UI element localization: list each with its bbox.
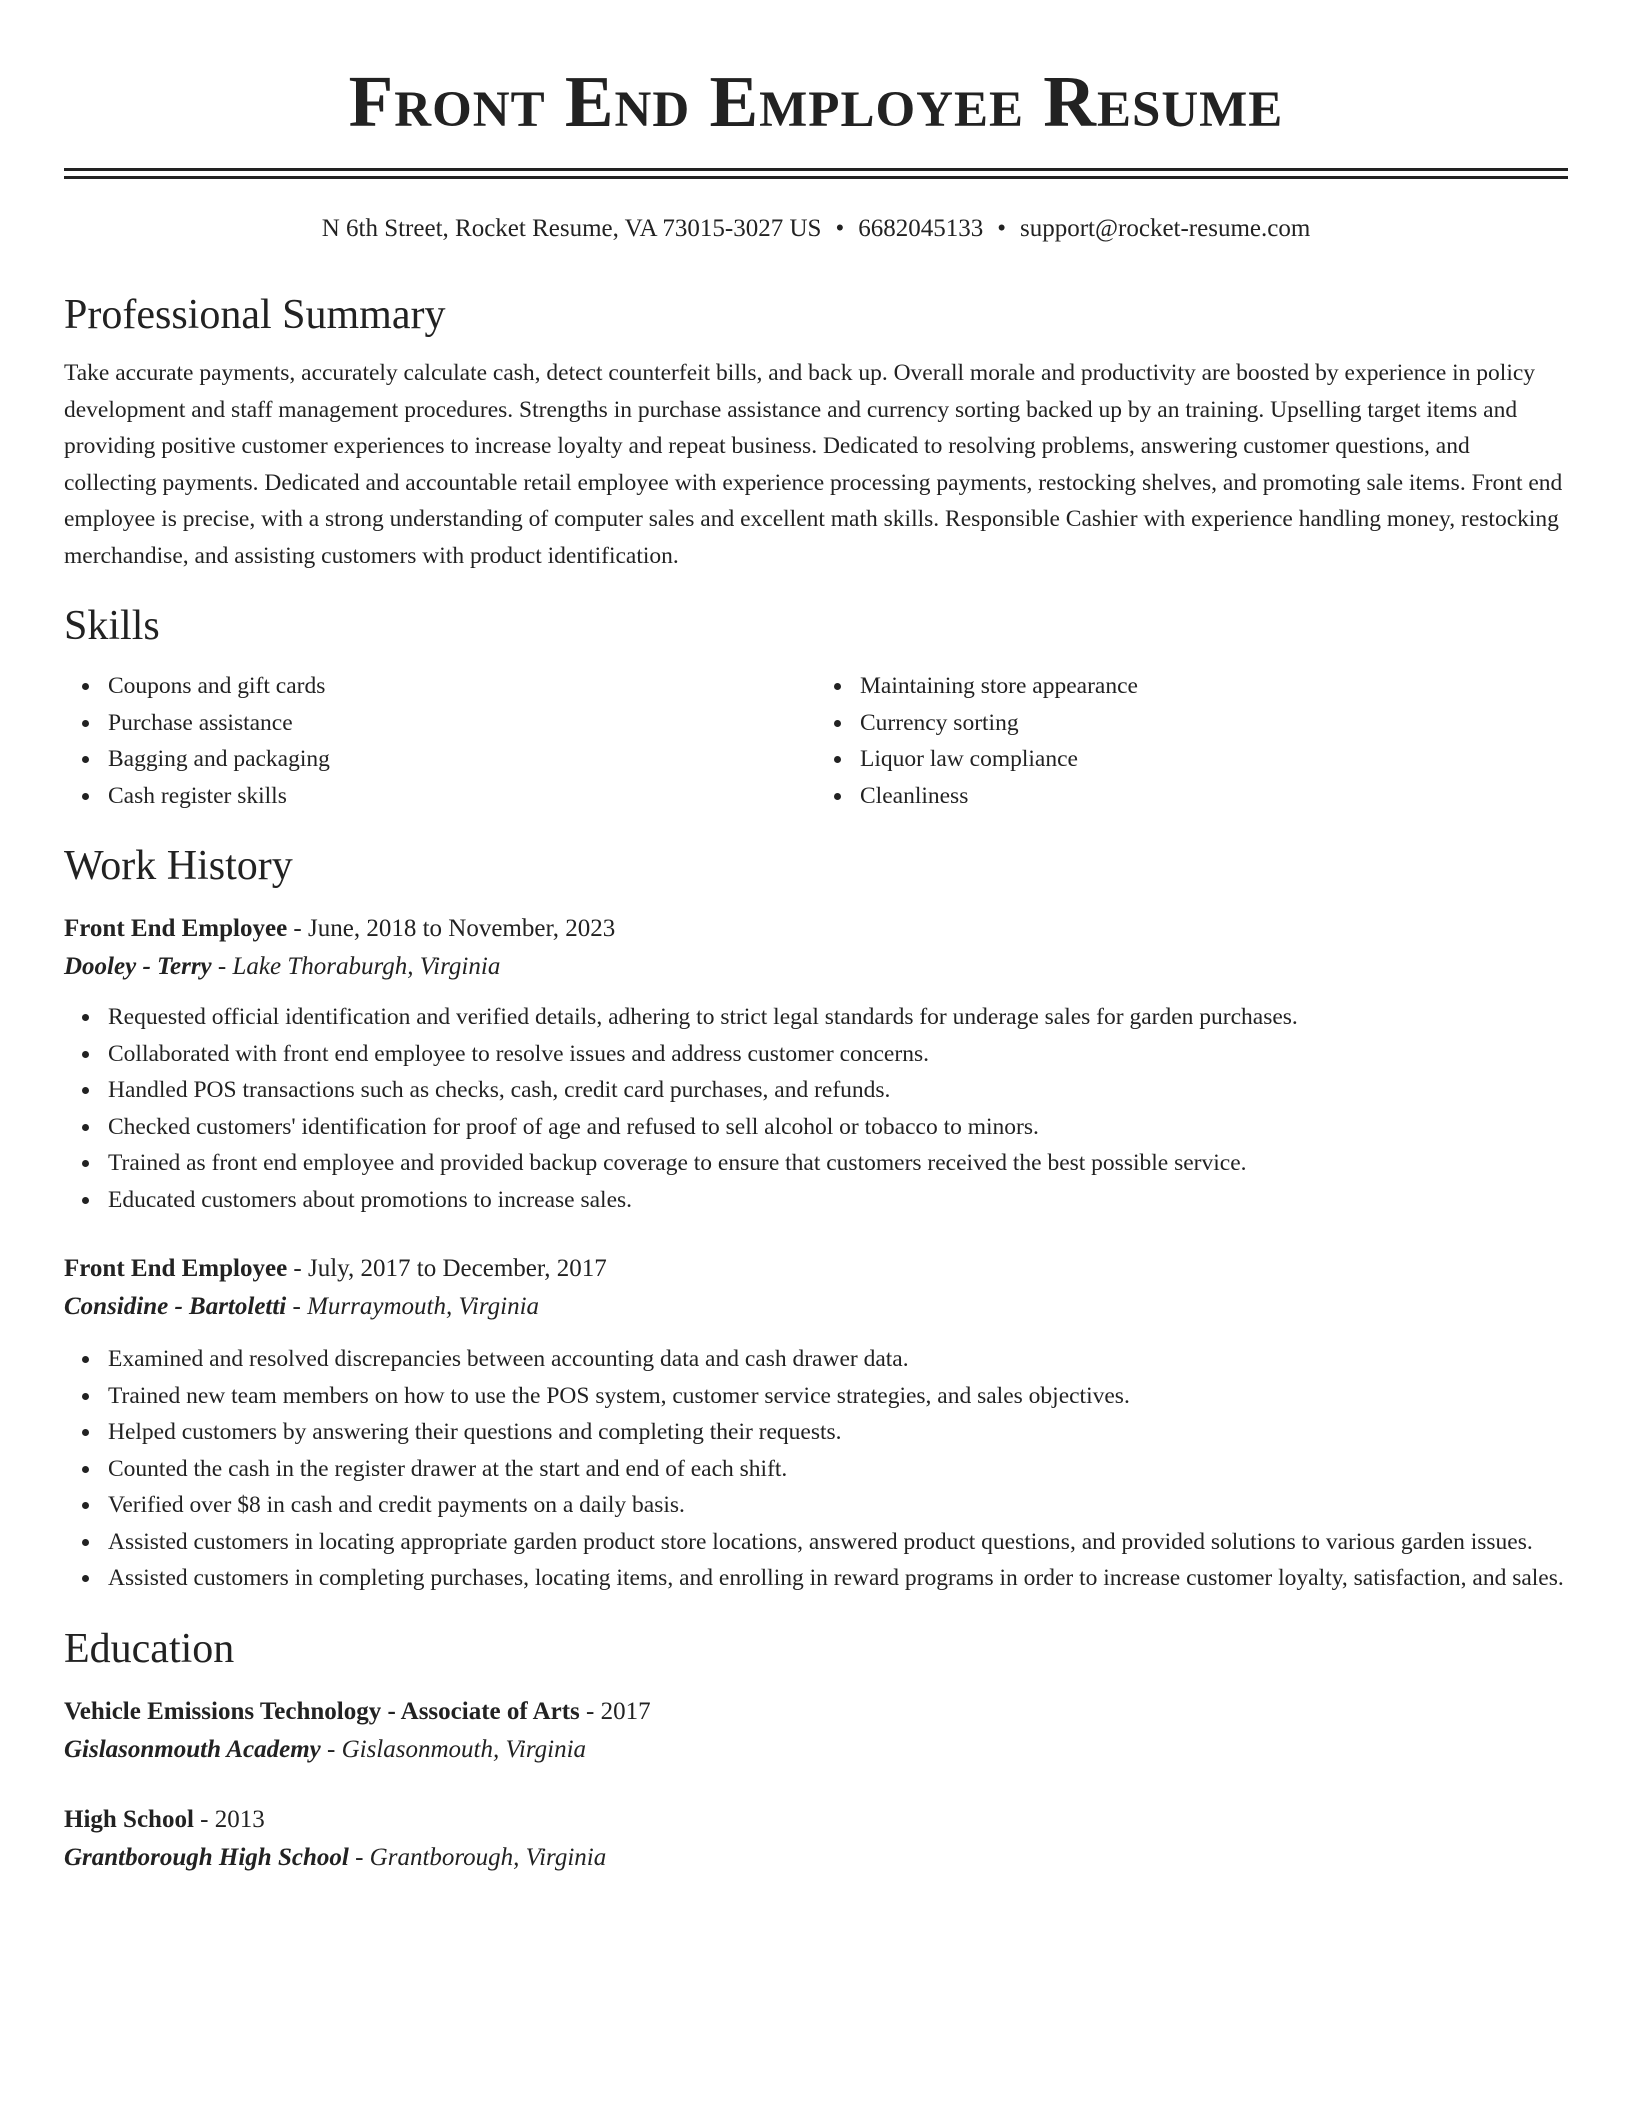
- dash: -: [211, 953, 233, 980]
- dash: -: [286, 1293, 308, 1320]
- summary-section: [64, 289, 1568, 574]
- contact-phone: 6682045133: [858, 215, 984, 242]
- school-name: Gislasonmouth Academy: [64, 1735, 321, 1763]
- skills-grid: [64, 668, 1568, 814]
- skills-section: [64, 600, 1568, 814]
- dash: -: [287, 1255, 308, 1282]
- school-name: Grantborough High School: [64, 1843, 349, 1871]
- school-line: [64, 1839, 1568, 1877]
- job-duty: Examined and resolved discrepancies between accounting data and cash drawer data.: [108, 1341, 1568, 1378]
- work-history-section: [64, 840, 1568, 1597]
- job-duties-list: [64, 999, 1568, 1218]
- school-location: Grantborough, Virginia: [369, 1843, 607, 1871]
- job-duty: Helped customers by answering their questions and completing their requests.: [108, 1414, 1568, 1451]
- job-duty: Assisted customers in locating appropriate garden product store locations, answered product questions, and provided solutions to various garden issues.: [108, 1524, 1568, 1561]
- contact-separator: •: [997, 215, 1006, 242]
- dash: -: [348, 1843, 370, 1871]
- job-duty: Checked customers' identification for proof of age and refused to sell alcohol or tobacco to minors.: [108, 1109, 1568, 1146]
- contact-line: [64, 211, 1568, 247]
- job-title: Front End Employee: [64, 1255, 288, 1282]
- school-line: [64, 1731, 1568, 1769]
- skills-heading: Skills: [64, 603, 160, 649]
- education-entry: [64, 1801, 1568, 1877]
- job-dates: June, 2018 to November, 2023: [308, 915, 616, 942]
- job-duty: Requested official identification and verified details, adhering to strict legal standards for underage sales for garden purchases.: [108, 999, 1568, 1036]
- skill-item: Currency sorting: [860, 705, 1568, 742]
- title-double-rule: [64, 168, 1568, 179]
- degree-line: [64, 1801, 1568, 1839]
- school-location: Gislasonmouth, Virginia: [341, 1735, 587, 1763]
- company-location: Lake Thoraburgh, Virginia: [232, 953, 501, 980]
- company-name: Considine - Bartoletti: [64, 1293, 287, 1320]
- education-section: [64, 1623, 1568, 1877]
- work-history-heading: Work History: [64, 843, 293, 889]
- contact-email: support@rocket-resume.com: [1020, 215, 1311, 242]
- skill-item: Cash register skills: [108, 778, 816, 815]
- summary-heading: Professional Summary: [64, 292, 446, 338]
- company-name: Dooley - Terry: [64, 953, 212, 980]
- dash: -: [579, 1697, 601, 1725]
- graduation-year: 2017: [600, 1697, 651, 1725]
- job-dates: July, 2017 to December, 2017: [308, 1255, 607, 1282]
- skills-left-column: [64, 668, 816, 814]
- skills-right-column: [816, 668, 1568, 814]
- summary-text: Take accurate payments, accurately calculate cash, detect counterfeit bills, and back up. Overall morale and productivity are boosted by experience in policy development and staff management procedures. Strengths in purchase assistance and currency sorting backed up by an training. Upselling target items and providing positive customer experiences to increase loyalty and repeat business. Dedicated to resolving problems, answering customer questions, and collecting payments. Dedicated and accountable retail employee with experience processing payments, restocking shelves, and promoting sale items. Front end employee is precise, with a strong understanding of computer sales and excellent math skills. Responsible Cashier with experience handling money, restocking merchandise, and assisting customers with product identification.: [64, 360, 1563, 569]
- education-entry: [64, 1693, 1568, 1769]
- job-entry: [64, 1250, 1568, 1597]
- skill-item: Maintaining store appearance: [860, 668, 1568, 705]
- dash: -: [320, 1735, 342, 1763]
- skill-item: Cleanliness: [860, 778, 1568, 815]
- dash: -: [193, 1805, 215, 1833]
- job-title-line: [64, 910, 1568, 948]
- degree-name: High School: [64, 1805, 194, 1833]
- job-title-line: [64, 1250, 1568, 1288]
- resume-title: Front End Employee Resume: [348, 61, 1284, 142]
- job-title: Front End Employee: [64, 915, 288, 942]
- job-duty: Assisted customers in completing purchases, locating items, and enrolling in reward programs in order to increase customer loyalty, satisfaction, and sales.: [108, 1560, 1568, 1597]
- job-duty: Collaborated with front end employee to resolve issues and address customer concerns.: [108, 1036, 1568, 1073]
- job-duty: Handled POS transactions such as checks, cash, credit card purchases, and refunds.: [108, 1072, 1568, 1109]
- contact-separator: •: [835, 215, 845, 242]
- job-duties-list: [64, 1341, 1568, 1597]
- job-duty: Counted the cash in the register drawer at the start and end of each shift.: [108, 1451, 1568, 1488]
- skill-item: Liquor law compliance: [860, 741, 1568, 778]
- skill-item: Bagging and packaging: [108, 741, 816, 778]
- company-location: Murraymouth, Virginia: [307, 1293, 540, 1320]
- education-heading: Education: [64, 1625, 235, 1672]
- job-entry: [64, 910, 1568, 1218]
- job-duty: Trained as front end employee and provided backup coverage to ensure that customers received the best possible service.: [108, 1145, 1568, 1182]
- contact-address: N 6th Street, Rocket Resume, VA 73015-3027 US: [321, 215, 822, 242]
- degree-name: Vehicle Emissions Technology - Associate of Arts: [64, 1697, 580, 1725]
- degree-line: [64, 1693, 1568, 1731]
- graduation-year: 2013: [214, 1805, 265, 1833]
- company-line: [64, 1288, 1568, 1326]
- skill-item: Coupons and gift cards: [108, 668, 816, 705]
- job-duty: Verified over $8 in cash and credit payments on a daily basis.: [108, 1487, 1568, 1524]
- dash: -: [287, 915, 308, 942]
- company-line: [64, 948, 1568, 986]
- job-duty: Trained new team members on how to use the POS system, customer service strategies, and sales objectives.: [108, 1378, 1568, 1415]
- job-duty: Educated customers about promotions to increase sales.: [108, 1182, 1568, 1219]
- skill-item: Purchase assistance: [108, 705, 816, 742]
